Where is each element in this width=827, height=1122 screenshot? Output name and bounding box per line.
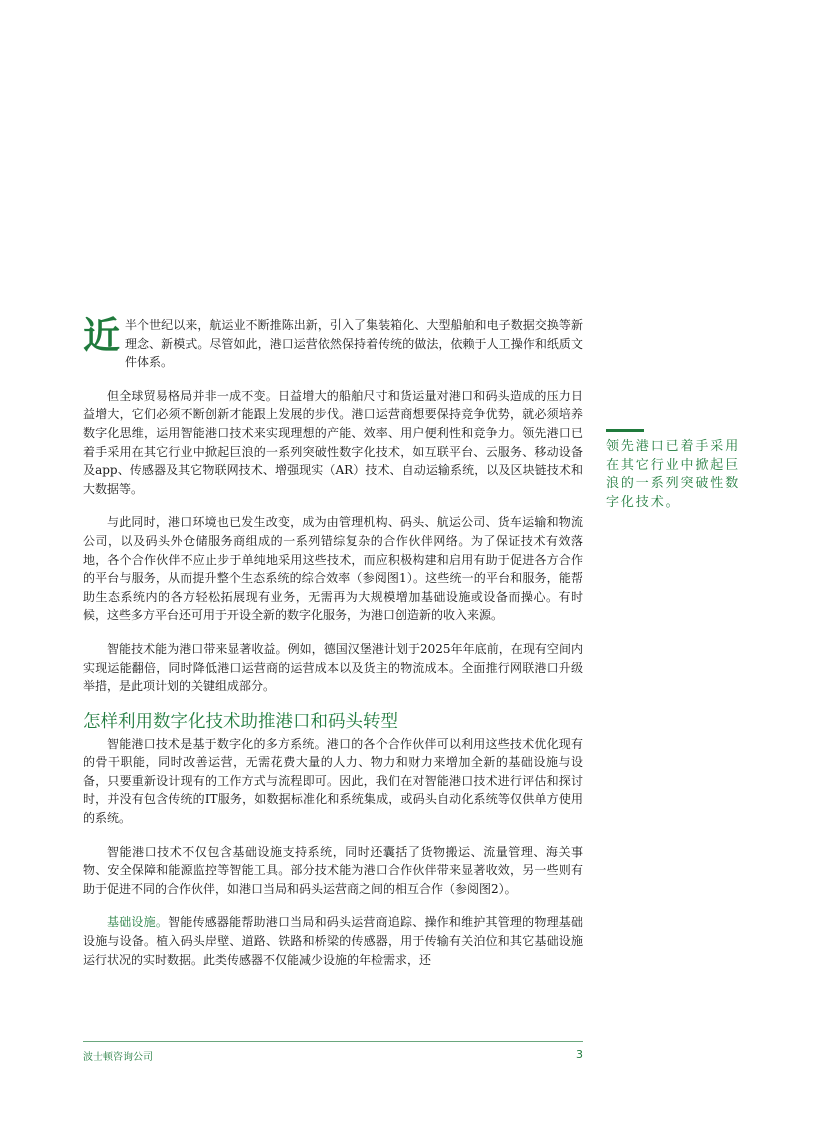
footer-divider (83, 1041, 583, 1042)
pull-quote-text: 领先港口已着手采用在其它行业中掀起巨浪的一系列突破性数字化技术。 (606, 439, 741, 510)
infrastructure-text: 智能传感器能帮助港口当局和码头运营商追踪、操作和维护其管理的物理基础设施与设备。植入码头岸壁、道路、铁路和桥梁的传感器，用于传输有关泊位和其它基础设施运行状况的实时数据。此类传感器不仅能减少设施的年检需求，还 (83, 915, 583, 967)
intro-paragraph (83, 316, 583, 372)
main-column (83, 316, 583, 984)
section-paragraph-2: 智能港口技术不仅包含基础设施支持系统，同时还囊括了货物搬运、流量管理、海关事物、安全保障和能源监控等智能工具。部分技术能为港口合作伙伴带来显著收效，另一些则有助于促进不同的合作伙伴，如港口当局和码头运营商之间的相互合作（参阅图2）。 (83, 844, 583, 896)
section-paragraph-3 (83, 913, 583, 969)
drop-cap: 近 (83, 314, 120, 357)
section-heading: 怎样利用数字化技术助推港口和码头转型 (83, 711, 398, 732)
pull-quote-rule (606, 429, 644, 432)
footer-company: 波士顿咨询公司 (83, 1052, 153, 1063)
body-paragraph-1: 但全球贸易格局并非一成不变。日益增大的船舶尺寸和货运量对港口和码头造成的压力日益增大，它们必须不断创新才能跟上发展的步伐。港口运营商想要保持竞争优势，就必须培养数字化思维，运用智能港口技术来实现理想的产能、效率、用户便利性和竞争力。领先港口已着手采用在其它行业中掀起巨浪的一系列突破性数字化技术，如互联平台、云服务、移动设备及app、传感器及其它物联网技术、增强现实（AR）技术、自动运输系统，以及区块链技术和大数据等。 (83, 388, 583, 496)
section-paragraph-1: 智能港口技术是基于数字化的多方系统。港口的各个合作伙伴可以利用这些技术优化现有的骨干职能，同时改善运营，无需花费大量的人力、物力和财力来增加全新的基础设施与设备，只要重新设计现有的工作方式与流程即可。因此，我们在对智能港口技术进行评估和探讨时，并没有包含传统的IT服务，如数据标准化和系统集成，或码头自动化系统等仅供单方使用的系统。 (83, 736, 583, 826)
infrastructure-lead: 基础设施。 (107, 915, 169, 930)
body-paragraph-3: 智能技术能为港口带来显著收益。例如，德国汉堡港计划于2025年年底前，在现有空间内实现运能翻倍，同时降低港口运营商的运营成本以及货主的物流成本。全面推行网联港口升级举措，是此项计划的关键组成部分。 (83, 641, 583, 694)
intro-text: 半个世纪以来，航运业不断推陈出新，引入了集装箱化、大型船舶和电子数据交换等新理念、新模式。尽管如此，港口运营依然保持着传统的做法，依赖于人工操作和纸质文件体系。 (125, 318, 583, 370)
body-paragraph-2: 与此同时，港口环境也已发生改变，成为由管理机构、码头、航运公司、货车运输和物流公司，以及码头外仓储服务商组成的一系列错综复杂的合作伙伴网络。为了保证技术有效落地，各个合作伙伴不应止步于单纯地采用这些技术，而应积极构建和启用有助于促进各方合作的平台与服务，从而提升整个生态系统的综合效率（参阅图1）。这些统一的平台和服务，能帮助生态系统内的各方轻松拓展现有业务，无需再为大规模增加基础设施或设备而操心。有时候，这些多方平台还可用于开设全新的数字化服务，为港口创造新的收入来源。 (83, 515, 583, 623)
page-number: 3 (576, 1048, 583, 1061)
pull-quote (606, 429, 752, 512)
